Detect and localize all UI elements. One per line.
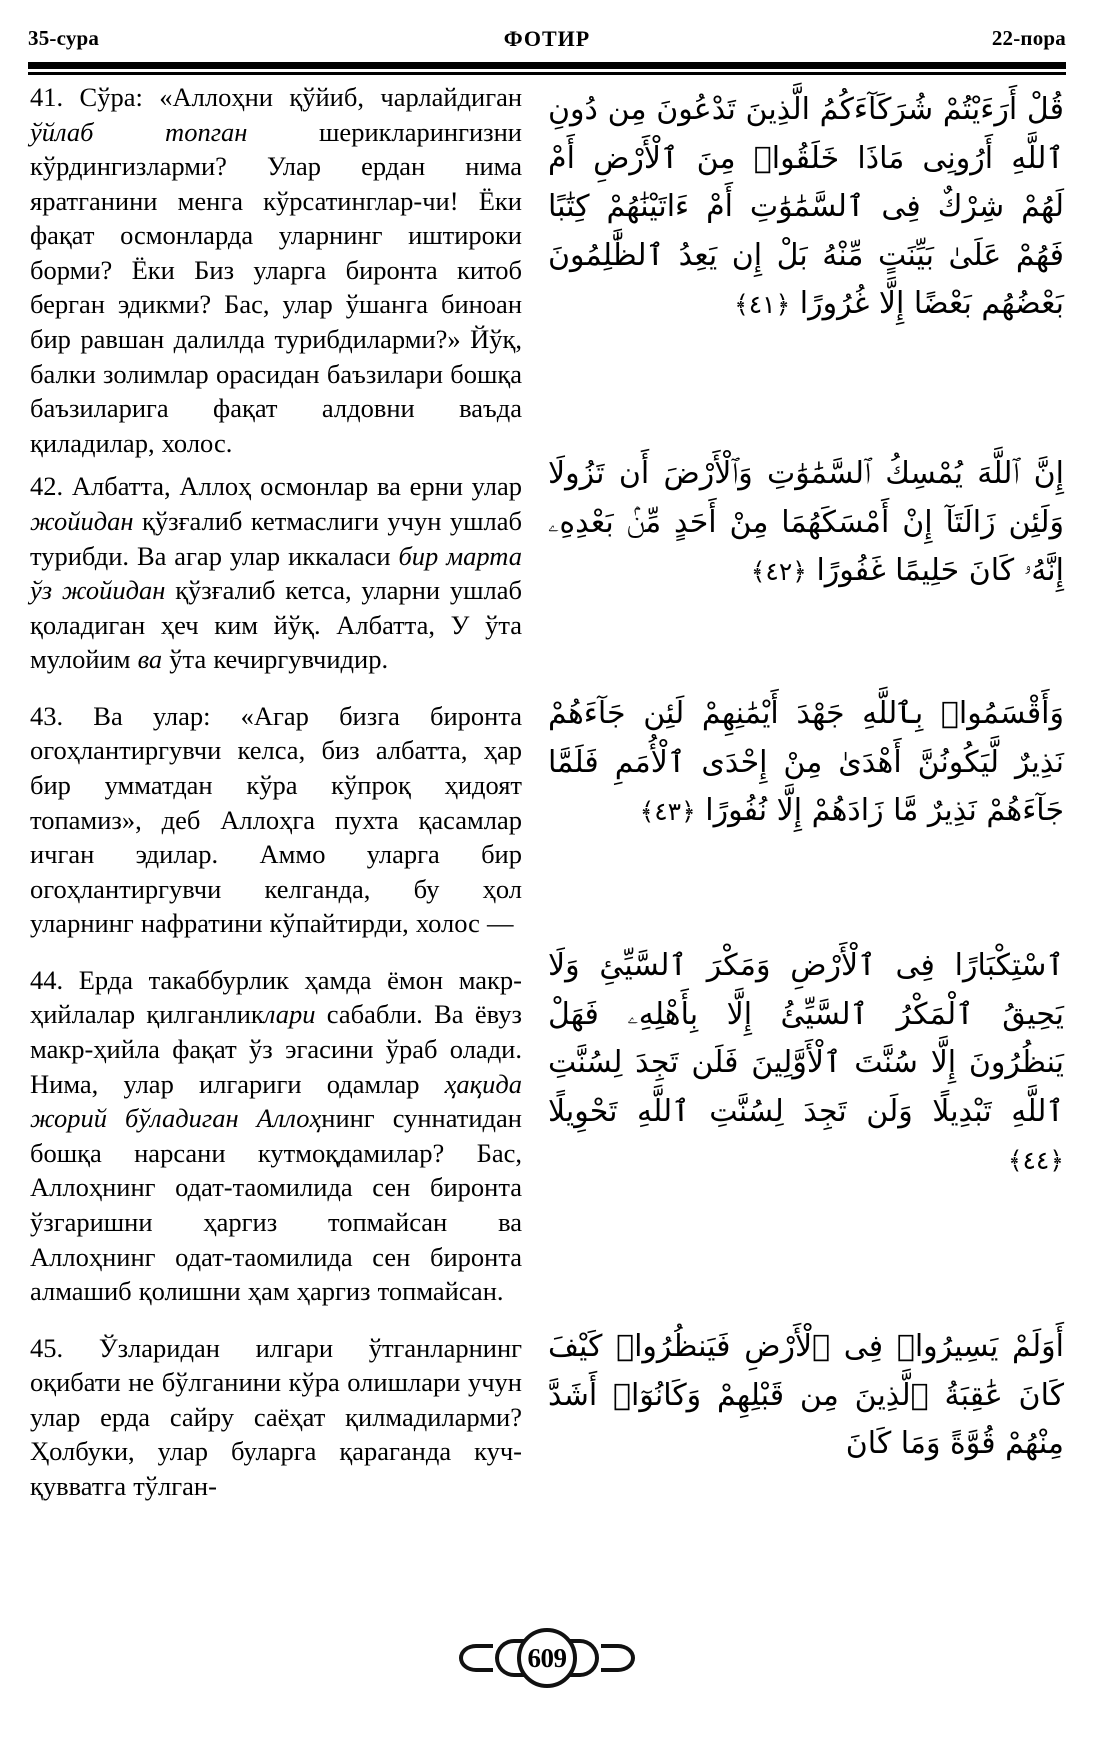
verse-text: нинг суннатидан бошқа нарсани кутмоқдамилар? Бас, Аллоҳнинг одат-таомилида сен биронта ўзгаришни ҳаргиз топмайсан ва Аллоҳнинг одат-таомилида сен биронта алмашиб қолишни ҳам ҳаргиз топмайсан.: [30, 1103, 522, 1307]
verse-text: қўзғалиб кетмаслиги учун ушлаб турибди. Ва агар улар иккаласи: [30, 505, 522, 571]
page-body: [0, 80, 1094, 1640]
verse-43: [30, 699, 522, 941]
header-surah-title: ФОТИР: [503, 26, 591, 51]
verse-emphasis: ва: [137, 644, 163, 675]
ornament-tip-right: [601, 1644, 635, 1672]
page-number: 609: [527, 1642, 567, 1673]
arabic-ayah-block-4: [548, 942, 1064, 1185]
divider-thick-rule: [28, 62, 1066, 69]
arabic-text: إِنَّ ٱللَّهَ يُمْسِكُ ٱلسَّمَٰوَٰتِ وَٱلْأَرْضَ أَن تَزُولَا وَلَئِن زَالَتَآ إِنْ أَمْسَكَهُمَا مِنْ أَحَدٍ مِّنۢ بَعْدِهِۦ إِنَّهُۥ كَانَ حَلِيمًا غَفُورًا: [548, 456, 1064, 589]
verse-emphasis: жойидан: [30, 505, 134, 536]
verse-number: 41.: [30, 82, 80, 112]
arabic-ayah-block-1: [548, 86, 1064, 329]
arabic-text: ٱسْتِكْبَارًا فِى ٱلْأَرْضِ وَمَكْرَ ٱلسَّيِّئِ وَلَا يَحِيقُ ٱلْمَكْرُ ٱلسَّيِّئُ إِلَّا بِأَهْلِهِۦ فَهَلْ يَنظُرُونَ إِلَّا سُنَّتَ ٱلْأَوَّلِينَ فَلَن تَجِدَ لِسُنَّتِ ٱللَّهِ تَبْدِيلًا وَلَن تَجِدَ لِسُنَّتِ ٱللَّهِ تَحْوِيلًا: [548, 948, 1064, 1129]
verse-text: сабабли. Ва ёвуз макр-ҳийла фақат ўз эгасини ўраб олади. Нима, улар илгариги одамлар: [30, 999, 522, 1099]
verse-text: Ерда такаббурлик ҳамда ёмон макр-ҳийлалар қилганлик: [30, 964, 522, 1030]
oval-ornament-icon: [449, 1629, 645, 1687]
header-juz-label: 22-пора: [991, 26, 1066, 50]
verse-text: шерикларингизни кўрдингизларми? Улар ердан нима яратганини менга кўрсатинглар-чи! Ёки фақат осмонларда уларнинг иштироки борми? Ёки Биз уларга биронта китоб берган эдикми? Бас, улар ўшанга биноан бир равшан далилда турибдиларми?» Йўқ, балки золимлар орасидан баъзилари бошқа баъзиларига фақат алдовни ваъда қиладилар, холос.: [30, 116, 522, 458]
arabic-ayah-block-5: [548, 1323, 1064, 1469]
arabic-text: وَأَقْسَمُوا۟ بِٱللَّهِ جَهْدَ أَيْمَٰنِهِمْ لَئِن جَآءَهُمْ نَذِيرٌ لَّيَكُونُنَّ أَهْدَىٰ مِنْ إِحْدَى ٱلْأُمَمِ فَلَمَّا جَآءَهُمْ نَذِيرٌ مَّا زَادَهُمْ إِلَّا نُفُورًا: [548, 696, 1064, 829]
verse-emphasis: ҳақида жорий бўладиган Аллоҳ: [30, 1068, 522, 1134]
verse-text: Ўзларидан илгари ўтганларнинг оқибати не бўлганини кўра олишлари учун улар ерда сайру саёҳат қилмадиларми? Ҳолбуки, улар буларга қараганда куч-қувватга тўлган-: [30, 1332, 523, 1501]
verse-number: 42.: [30, 471, 72, 502]
verse-text: Албатта, Аллоҳ осмонлар ва ерни улар: [71, 471, 523, 502]
ayah-end-marker: ﴿٤٤﴾: [1007, 1146, 1064, 1176]
verse-44: [30, 963, 522, 1309]
verse-45: [30, 1331, 522, 1504]
ayah-end-marker: ﴿٤١﴾: [734, 290, 791, 320]
ornament-tip-left: [459, 1644, 493, 1672]
ayah-end-marker: ﴿٤٣﴾: [639, 797, 696, 827]
verse-emphasis: лари: [263, 999, 316, 1030]
arabic-ayah-block-3: [548, 690, 1064, 836]
verse-emphasis: ўйлаб топган: [30, 116, 248, 147]
header-divider: [28, 62, 1066, 75]
running-header: [28, 26, 1066, 66]
verse-emphasis: бир марта ўз жойидан: [30, 540, 522, 606]
verse-number: 45.: [30, 1332, 99, 1363]
arabic-text: قُلْ أَرَءَيْتُمْ شُرَكَآءَكُمُ الَّذِينَ تَدْعُونَ مِن دُونِ ٱللَّهِ أَرُونِى مَاذَا خَلَقُوا۟ مِنَ ٱلْأَرْضِ أَمْ لَهُمْ شِرْكٌ فِى ٱلسَّمَٰوَٰتِ أَمْ ءَاتَيْنَٰهُمْ كِتَٰبًا فَهُمْ عَلَىٰ بَيِّنَتٍ مِّنْهُ بَلْ إِن يَعِدُ ٱلظَّٰلِمُونَ بَعْضُهُم بَعْضًا إِلَّا غُرُورًا: [548, 92, 1064, 322]
verse-number: 44.: [30, 964, 79, 995]
ayah-end-marker: ﴿٤٢﴾: [750, 557, 807, 587]
verse-text: қўзғалиб кетса, уларни ушлаб қоладиган ҳеч ким йўқ. Албатта, У ўта мулойим: [30, 575, 522, 675]
verse-42: [30, 469, 522, 676]
verse-number: 43.: [30, 700, 94, 731]
translation-column: [30, 80, 522, 1513]
arabic-text: أَوَلَمْ يَسِيرُوا۟ فِى ٱلْأَرْضِ فَيَنظُرُوا۟ كَيْفَ كَانَ عَٰقِبَةُ ٱلَّذِينَ مِن قَبْلِهِمْ وَكَانُوٓا۟ أَشَدَّ مِنْهُمْ قُوَّةً وَمَا كَانَ: [548, 1329, 1064, 1462]
verse-text: Сўра: «Аллоҳни қўйиб, чарлайдиган: [79, 82, 523, 112]
header-sura-label: 35-сура: [28, 26, 100, 50]
verse-text: Ва улар: «Агар бизга биронта огоҳлантиргувчи келса, биз албатта, ҳар бир умматдан кўра кўпроқ ҳидоят топамиз», деб Аллоҳга пухта қасамлар ичган эдилар. Аммо уларга бир огоҳлантиргувчи келганда, бу ҳол уларнинг нафратини кўпайтирди, холос —: [30, 700, 522, 939]
page-footer: [0, 1623, 1094, 1693]
arabic-ayah-block-2: [548, 450, 1064, 596]
verse-41: [30, 80, 522, 460]
divider-thin-rule: [28, 72, 1066, 75]
verse-text: ўта кечиргувчидир.: [162, 644, 389, 675]
